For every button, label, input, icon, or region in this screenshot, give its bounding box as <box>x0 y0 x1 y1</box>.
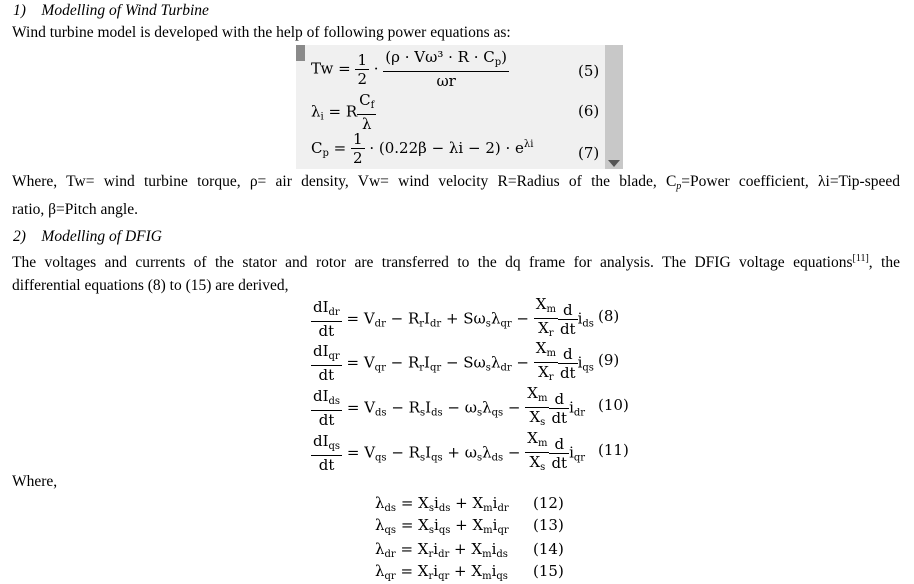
d-dt <box>549 391 569 427</box>
d-num: d <box>558 302 578 320</box>
rhs-tail: i <box>577 309 583 328</box>
x-ratio <box>534 340 558 387</box>
d-den: dt <box>551 453 568 472</box>
where1-sub: p <box>676 181 682 192</box>
section-number: 1) <box>13 2 26 19</box>
eq6-lhs: λ <box>311 102 321 121</box>
drag-handle-icon[interactable] <box>296 45 305 61</box>
equation-number-15: (15) <box>533 562 564 580</box>
rhs-v: = V <box>346 353 375 372</box>
rhs-tail: i <box>577 353 583 372</box>
equation-6 <box>311 92 376 133</box>
d-dt <box>549 436 569 472</box>
rhs-lambda: λ <box>490 353 501 372</box>
flux-d-sub: dr <box>497 503 509 514</box>
flux-b-sub: qr <box>438 571 450 582</box>
rhs-v-sub: qr <box>374 362 386 374</box>
where-label: Where, <box>12 473 58 490</box>
flux-d-sub: qs <box>496 571 508 582</box>
flux-c-sub: m <box>483 525 493 536</box>
eq5-coef-num: 1 <box>357 50 367 69</box>
flux-b-sub: qs <box>438 525 451 536</box>
eq5-num: (ρ · Vω³ · R · C <box>385 48 495 66</box>
x-den-sub: s <box>540 417 546 428</box>
rhs-lambda-sub: qr <box>500 318 512 330</box>
rhs-omega: − Sω <box>441 353 486 372</box>
eq7-coef <box>351 131 365 167</box>
flux-lhs-sub: ds <box>384 503 397 514</box>
flux-a-sub: s <box>428 525 434 536</box>
d-num: d <box>549 391 569 409</box>
rhs-r-sub: s <box>419 407 426 419</box>
d-den: dt <box>559 363 576 382</box>
where1-line-2: ratio, β=Pitch angle. <box>12 201 138 218</box>
x-num-sub: m <box>546 348 556 359</box>
x-den: X <box>529 408 541 426</box>
eq5-coef-den: 2 <box>357 69 367 88</box>
eq6-den: λ <box>361 115 372 133</box>
flux-c-sub: m <box>482 549 492 560</box>
equation-13: $\lambda_{qs} = X_si_{qs} + X_mi_{qr}$ <box>375 516 509 536</box>
scrollbar[interactable] <box>605 45 623 169</box>
rhs-v: = V <box>346 443 376 462</box>
eq7-rhs-sup: λi <box>523 139 534 150</box>
lhs-den: dt <box>318 366 335 384</box>
rhs-op: − <box>511 353 529 372</box>
equation-15: $\lambda_{qr} = X_ri_{qr} + X_mi_{qs}$ <box>375 562 508 582</box>
eq5-num-sub: p <box>494 57 502 68</box>
x-den-sub: r <box>548 328 554 339</box>
rhs-i: I <box>424 353 430 372</box>
x-num: X <box>535 339 547 357</box>
rhs-omega-sub: s <box>476 407 483 419</box>
rhs-tail: i <box>569 398 574 417</box>
x-den: X <box>538 319 549 337</box>
rhs-op: − <box>503 398 521 417</box>
rhs-omega: − ω <box>442 398 477 417</box>
lhs-fraction <box>311 343 342 384</box>
section-title: Modelling of DFIG <box>41 228 162 245</box>
rhs-op: − <box>511 309 529 328</box>
para2-text-a: The voltages and currents of the stator and rotor are transferred to the dq frame for analysis. The DFIG voltage equations <box>12 254 853 271</box>
x-num-sub: m <box>546 304 556 315</box>
rhs-tail: i <box>569 443 574 462</box>
rhs-op: − <box>503 443 521 462</box>
rhs-lambda-sub: dr <box>500 362 512 374</box>
where1-text-b: =Power coefficient, λi=Tip-speed <box>681 173 900 190</box>
eq5-num-close: ) <box>501 48 507 66</box>
d-num: d <box>558 346 578 364</box>
rhs-r: − R <box>385 353 420 372</box>
where1-text-a: Where, Tw= wind turbine torque, ρ= air density, Vw= wind velocity R=Radius of the blade, C <box>12 173 677 190</box>
d-den: dt <box>551 408 568 427</box>
equation-10 <box>311 385 585 432</box>
rhs-omega: + ω <box>442 443 477 462</box>
rhs-i: I <box>425 443 432 462</box>
section-number: 2) <box>13 228 26 245</box>
section-heading-1 <box>13 1 209 21</box>
rhs-r: − R <box>386 398 420 417</box>
flux-lhs-sub: dr <box>384 549 396 560</box>
eq5-lhs: Tw = <box>311 59 351 78</box>
lhs-num: dI <box>313 342 329 360</box>
x-num-sub: m <box>537 393 548 404</box>
rhs-i-sub: qr <box>429 362 442 374</box>
rhs-v: = V <box>346 398 376 417</box>
equation-11 <box>311 430 585 477</box>
equation-number-8: (8) <box>598 307 620 325</box>
rhs-r: − R <box>386 443 420 462</box>
para2-line-1 <box>12 247 900 274</box>
rhs-tail-sub: qr <box>573 452 586 464</box>
rhs-i-sub: ds <box>431 407 443 419</box>
equation-7 <box>311 131 533 167</box>
x-den-sub: r <box>548 372 554 383</box>
equation-8 <box>311 296 594 343</box>
lhs-den: dt <box>318 411 335 429</box>
intro-text: Wind turbine model is developed with the help of following power equations as: <box>12 24 511 41</box>
equation-9 <box>311 340 594 387</box>
lhs-den: dt <box>318 322 335 340</box>
lhs-num-sub: qs <box>328 441 341 452</box>
x-ratio <box>525 430 549 477</box>
equation-number-6: (6) <box>578 102 600 120</box>
flux-d-sub: qr <box>497 525 509 536</box>
scroll-down-icon[interactable] <box>608 160 620 167</box>
x-num: X <box>527 384 538 402</box>
flux-a-sub: r <box>428 571 434 582</box>
section-title: Modelling of Wind Turbine <box>41 2 209 19</box>
flux-c-sub: m <box>483 503 493 514</box>
equation-number-10: (10) <box>598 396 629 414</box>
rhs-v-sub: ds <box>375 407 387 419</box>
d-dt <box>558 346 578 382</box>
where-paragraph-1 <box>12 170 900 221</box>
eq7-lhs: C <box>311 139 323 157</box>
equation-number-14: (14) <box>533 540 564 558</box>
equation-number-5: (5) <box>578 62 600 80</box>
flux-d-sub: ds <box>496 549 508 560</box>
lhs-fraction <box>311 433 342 474</box>
lhs-num: dI <box>313 432 329 450</box>
flux-b-sub: dr <box>438 549 450 560</box>
rhs-lambda: λ <box>482 443 492 462</box>
lhs-num-sub: ds <box>328 396 341 407</box>
d-num: d <box>549 436 569 454</box>
flux-a-sub: r <box>428 549 434 560</box>
eq6-eq: = R <box>328 102 358 121</box>
rhs-i: I <box>424 309 430 328</box>
eq7-lhs-sub: p <box>322 148 329 159</box>
eq6-fraction <box>357 92 376 133</box>
lhs-fraction <box>311 388 342 429</box>
eq7-rhs: · (0.22β − λi − 2) · e <box>369 139 524 157</box>
x-den: X <box>538 363 549 381</box>
flux-c-sub: m <box>482 571 492 582</box>
lhs-fraction <box>311 299 342 340</box>
x-ratio <box>525 385 549 432</box>
rhs-i: I <box>425 398 432 417</box>
eq6-lhs-sub: i <box>320 111 324 123</box>
flux-lhs-sub: qr <box>384 571 396 582</box>
x-num: X <box>535 295 547 313</box>
flux-b-sub: ds <box>438 503 451 514</box>
rhs-lambda: λ <box>490 309 501 328</box>
rhs-omega-sub: s <box>485 362 491 374</box>
equation-14: $\lambda_{dr} = X_ri_{dr} + X_mi_{ds}$ <box>375 540 508 560</box>
section-heading-2 <box>13 227 162 247</box>
eq6-num: C <box>359 91 371 109</box>
x-ratio <box>534 296 558 343</box>
rhs-r-sub: r <box>419 318 425 330</box>
dfig-paragraph <box>12 247 900 297</box>
rhs-omega: + Sω <box>441 309 486 328</box>
lhs-den: dt <box>318 456 335 474</box>
lhs-num: dI <box>313 387 329 405</box>
eq6-num-sub: f <box>370 100 375 111</box>
rhs-tail-sub: qs <box>582 362 594 374</box>
rhs-r-sub: s <box>419 452 426 464</box>
eq7-eq: = <box>333 139 347 157</box>
rhs-r-sub: r <box>419 362 425 374</box>
eq7-coef-den: 2 <box>353 149 363 167</box>
rhs-r: − R <box>385 309 420 328</box>
rhs-i-sub: qs <box>431 452 443 464</box>
eq7-coef-num: 1 <box>353 130 363 148</box>
d-dt <box>558 302 578 338</box>
equation-number-12: (12) <box>533 494 564 512</box>
rhs-v: = V <box>346 309 375 328</box>
rhs-tail-sub: ds <box>582 318 594 330</box>
lhs-num-sub: dr <box>328 307 340 318</box>
x-den-sub: s <box>540 462 546 473</box>
equation-number-11: (11) <box>598 441 629 459</box>
rhs-lambda-sub: qs <box>491 407 504 419</box>
citation-ref: [11] <box>852 253 869 264</box>
para2-line-2: differential equations (8) to (15) are derived, <box>12 277 289 294</box>
equation-5: Tw = $\frac{1}{2}$ · $\frac{(\rho \cdot V\omega^3 \cdot R \cdot C_p)}{\omega r}$ <box>311 48 507 90</box>
flux-a-sub: s <box>428 503 434 514</box>
x-den: X <box>529 453 541 471</box>
equation-12: $\lambda_{ds} = X_si_{ds} + X_mi_{dr}$ <box>375 494 509 514</box>
rhs-omega-sub: s <box>476 452 483 464</box>
where1-line-1 <box>12 170 900 198</box>
rhs-lambda: λ <box>482 398 492 417</box>
eq5-den: ωr <box>436 72 456 90</box>
eq5-fraction <box>383 49 509 90</box>
lhs-num: dI <box>313 298 329 316</box>
para2-text-b: , the <box>868 254 900 271</box>
rhs-lambda-sub: ds <box>491 452 504 464</box>
d-den: dt <box>559 319 576 338</box>
equation-number-13: (13) <box>533 516 564 534</box>
equation-number-9: (9) <box>598 351 620 369</box>
rhs-tail-sub: dr <box>573 407 586 419</box>
rhs-i-sub: dr <box>429 318 442 330</box>
lhs-num-sub: qr <box>328 351 340 362</box>
rhs-v-sub: dr <box>374 318 386 330</box>
rhs-omega-sub: s <box>485 318 491 330</box>
eq5-coef <box>355 52 369 88</box>
equation-number-7: (7) <box>578 144 600 162</box>
x-num: X <box>527 429 538 447</box>
rhs-v-sub: qs <box>375 452 387 464</box>
flux-lhs-sub: qs <box>384 525 397 536</box>
x-num-sub: m <box>537 438 548 449</box>
